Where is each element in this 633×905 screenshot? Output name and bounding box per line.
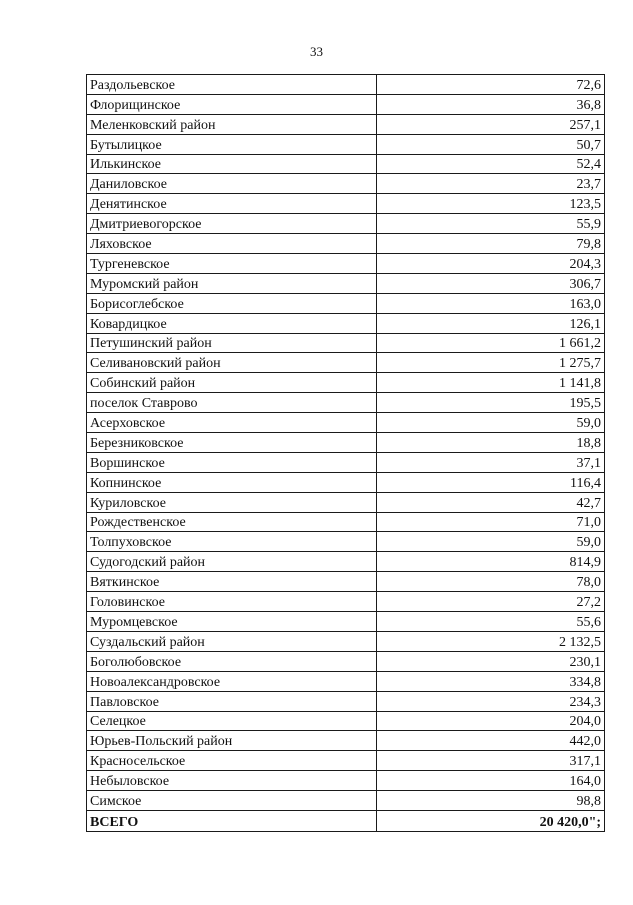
municipality-name: Флорищинское <box>87 94 377 114</box>
amount-value: 442,0 <box>377 731 605 751</box>
amount-value: 79,8 <box>377 234 605 254</box>
amount-value: 257,1 <box>377 114 605 134</box>
amount-value: 37,1 <box>377 452 605 472</box>
table-row <box>87 592 605 612</box>
table-row <box>87 333 605 353</box>
amount-value: 55,9 <box>377 214 605 234</box>
municipality-name: Борисоглебское <box>87 293 377 313</box>
table-row <box>87 134 605 154</box>
table-row <box>87 114 605 134</box>
total-label: ВСЕГО <box>87 810 377 831</box>
table-row <box>87 293 605 313</box>
municipality-name: Тургеневское <box>87 254 377 274</box>
municipality-name: Селивановский район <box>87 353 377 373</box>
amount-value: 116,4 <box>377 472 605 492</box>
table-row <box>87 452 605 472</box>
amount-value: 164,0 <box>377 771 605 791</box>
municipality-name: Юрьев-Польский район <box>87 731 377 751</box>
amount-value: 334,8 <box>377 671 605 691</box>
amount-value: 306,7 <box>377 273 605 293</box>
table-row <box>87 94 605 114</box>
amount-value: 234,3 <box>377 691 605 711</box>
municipality-name: Воршинское <box>87 452 377 472</box>
municipality-name: Вяткинское <box>87 572 377 592</box>
municipality-name: Красносельское <box>87 751 377 771</box>
total-value: 20 420,0"; <box>377 810 605 831</box>
amount-value: 204,0 <box>377 711 605 731</box>
municipality-name: Толпуховское <box>87 532 377 552</box>
table-row <box>87 413 605 433</box>
amount-value: 317,1 <box>377 751 605 771</box>
municipality-name: Дмитриевогорское <box>87 214 377 234</box>
municipality-name: Петушинский район <box>87 333 377 353</box>
amount-value: 123,5 <box>377 194 605 214</box>
table-row <box>87 353 605 373</box>
municipality-name: Собинский район <box>87 373 377 393</box>
municipality-name: Павловское <box>87 691 377 711</box>
amount-value: 52,4 <box>377 154 605 174</box>
municipality-name: Рождественское <box>87 512 377 532</box>
municipality-name: Березниковское <box>87 433 377 453</box>
municipality-name: Муромцевское <box>87 612 377 632</box>
amount-value: 195,5 <box>377 393 605 413</box>
table-row <box>87 552 605 572</box>
amount-value: 814,9 <box>377 552 605 572</box>
municipality-name: Денятинское <box>87 194 377 214</box>
table-row <box>87 572 605 592</box>
table-row <box>87 234 605 254</box>
table-row <box>87 651 605 671</box>
municipality-name: Головинское <box>87 592 377 612</box>
total-row <box>87 810 605 831</box>
table-row <box>87 194 605 214</box>
amount-value: 126,1 <box>377 313 605 333</box>
amount-value: 78,0 <box>377 572 605 592</box>
amount-value: 98,8 <box>377 791 605 811</box>
amount-value: 18,8 <box>377 433 605 453</box>
amount-value: 204,3 <box>377 254 605 274</box>
table-row <box>87 254 605 274</box>
table-row <box>87 691 605 711</box>
table-row <box>87 273 605 293</box>
amount-value: 50,7 <box>377 134 605 154</box>
table-row <box>87 512 605 532</box>
amount-value: 59,0 <box>377 532 605 552</box>
amount-value: 55,6 <box>377 612 605 632</box>
municipality-name: Куриловское <box>87 492 377 512</box>
page-number: 33 <box>310 44 323 59</box>
table-row <box>87 174 605 194</box>
municipality-name: Судогодский район <box>87 552 377 572</box>
municipality-name: Илькинское <box>87 154 377 174</box>
table-row <box>87 751 605 771</box>
municipality-name: Ляховское <box>87 234 377 254</box>
table-row <box>87 472 605 492</box>
municipality-name: Суздальский район <box>87 631 377 651</box>
municipality-name: поселок Ставрово <box>87 393 377 413</box>
municipality-name: Новоалександровское <box>87 671 377 691</box>
municipality-name: Копнинское <box>87 472 377 492</box>
table-row <box>87 671 605 691</box>
table-row <box>87 313 605 333</box>
table-row <box>87 214 605 234</box>
municipality-name: Боголюбовское <box>87 651 377 671</box>
table-row <box>87 373 605 393</box>
amount-value: 163,0 <box>377 293 605 313</box>
table-row <box>87 631 605 651</box>
municipality-name: Раздольевское <box>87 75 377 95</box>
municipality-name: Асерховское <box>87 413 377 433</box>
municipality-name: Ковардицкое <box>87 313 377 333</box>
table-row <box>87 771 605 791</box>
table-row <box>87 75 605 95</box>
municipality-name: Бутылицкое <box>87 134 377 154</box>
amount-value: 1 141,8 <box>377 373 605 393</box>
municipality-name: Даниловское <box>87 174 377 194</box>
table-row <box>87 731 605 751</box>
amount-value: 72,6 <box>377 75 605 95</box>
allocation-table <box>86 74 605 832</box>
municipality-name: Симское <box>87 791 377 811</box>
table-row <box>87 154 605 174</box>
table-row <box>87 492 605 512</box>
amount-value: 23,7 <box>377 174 605 194</box>
table-row <box>87 393 605 413</box>
table-row <box>87 433 605 453</box>
amount-value: 27,2 <box>377 592 605 612</box>
amount-value: 230,1 <box>377 651 605 671</box>
municipality-name: Меленковский район <box>87 114 377 134</box>
table-row <box>87 791 605 811</box>
amount-value: 71,0 <box>377 512 605 532</box>
municipality-name: Муромский район <box>87 273 377 293</box>
amount-value: 42,7 <box>377 492 605 512</box>
table-row <box>87 532 605 552</box>
amount-value: 2 132,5 <box>377 631 605 651</box>
municipality-name: Селецкое <box>87 711 377 731</box>
table-row <box>87 612 605 632</box>
amount-value: 59,0 <box>377 413 605 433</box>
amount-value: 1 661,2 <box>377 333 605 353</box>
amount-value: 1 275,7 <box>377 353 605 373</box>
table-body <box>87 75 605 832</box>
table-row <box>87 711 605 731</box>
amount-value: 36,8 <box>377 94 605 114</box>
municipality-name: Небыловское <box>87 771 377 791</box>
